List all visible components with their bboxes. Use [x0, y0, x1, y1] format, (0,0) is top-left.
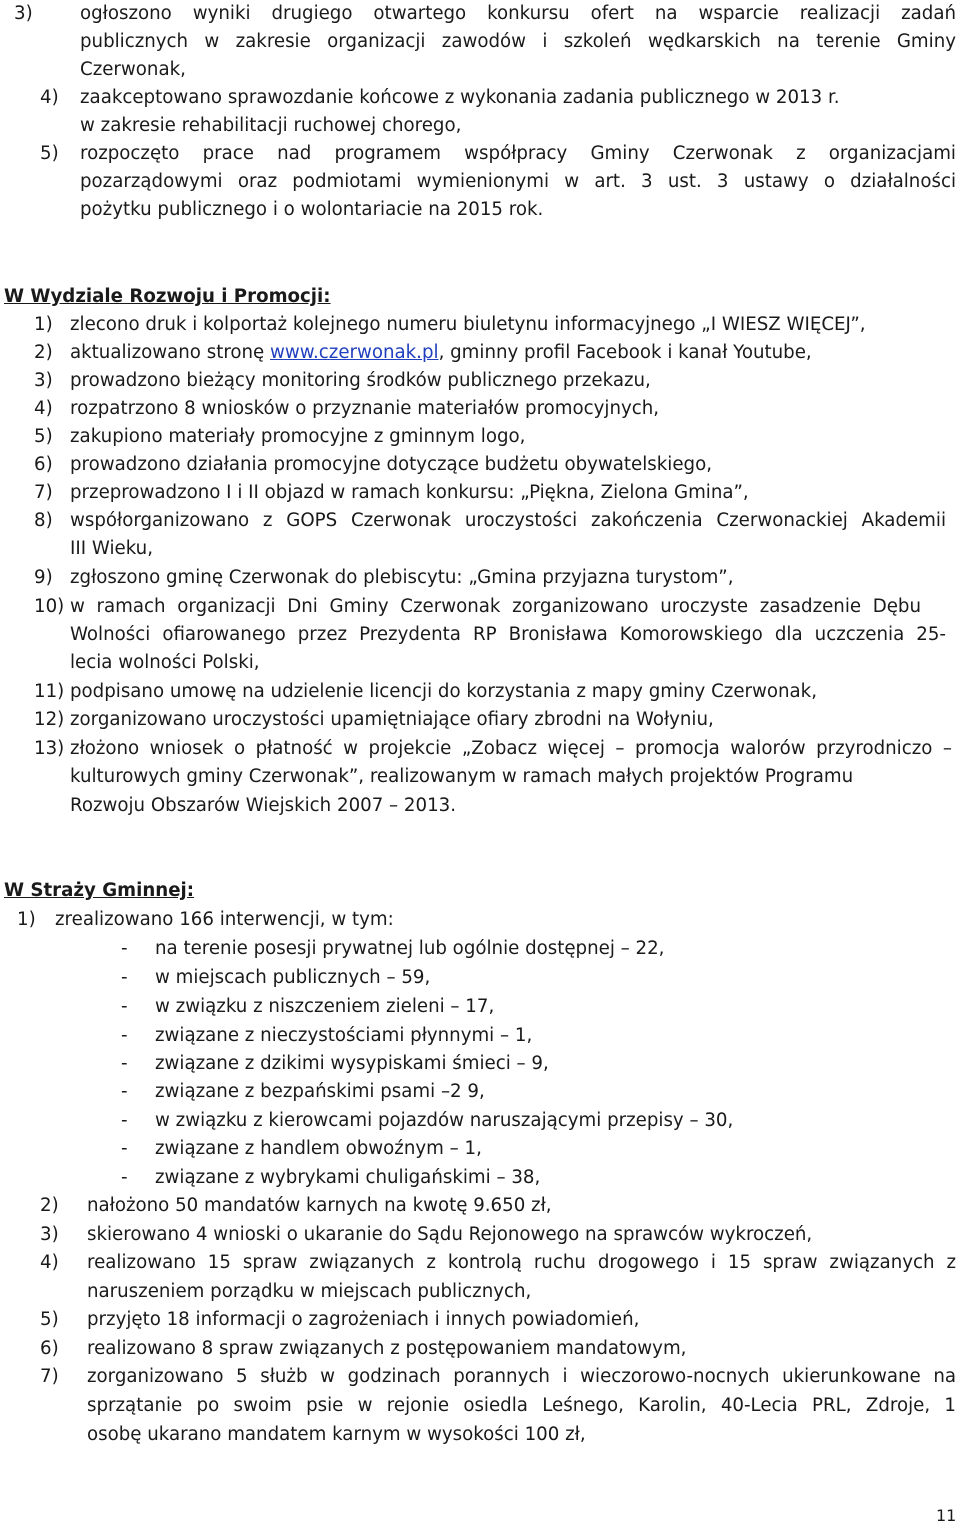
list-item-line: zrealizowano 166 interwencji, w tym:: [55, 909, 394, 930]
list-item-line: Rozwoju Obszarów Wiejskich 2007 – 2013.: [70, 795, 457, 816]
sub-list-item: związane z nieczystościami płynnymi – 1,: [155, 1025, 533, 1046]
list-item-line: złożono wniosek o płatność w projekcie „Zobacz więcej – promocja walorów przyrodniczo –: [70, 738, 952, 759]
dash-bullet: -: [121, 1167, 128, 1188]
website-link[interactable]: www.czerwonak.pl: [270, 342, 439, 363]
list-number: 11): [34, 681, 65, 702]
list-item-line: zorganizowano 5 służb w godzinach porannych i wieczorowo-nocnych ukierunkowane na: [87, 1366, 956, 1387]
list-item-line: zlecono druk i kolportaż kolejnego numeru biuletynu informacyjnego „I WIESZ WIĘCEJ”,: [70, 314, 866, 335]
list-number: 7): [34, 482, 53, 503]
list-item-line: zakupiono materiały promocyjne z gminnym logo,: [70, 426, 526, 447]
dash-bullet: -: [121, 1138, 128, 1159]
list-item-line: III Wieku,: [70, 538, 153, 559]
list-number: 4): [40, 1252, 59, 1273]
list-item-line: [70, 339, 812, 367]
list-item-line: współorganizowano z GOPS Czerwonak uroczystości zakończenia Czerwonackiej Akademii: [70, 510, 946, 531]
list-number: 10): [34, 596, 65, 617]
dash-bullet: -: [121, 1081, 128, 1102]
list-item-line: sprzątanie po swoim psie w rejonie osiedla Leśnego, Karolin, 40-Lecia PRL, Zdroje, 1: [87, 1395, 956, 1416]
list-number: 5): [40, 143, 59, 164]
dash-bullet: -: [121, 1110, 128, 1131]
list-number: 2): [40, 1195, 59, 1216]
dash-bullet: -: [121, 996, 128, 1017]
list-number: 3): [14, 3, 33, 24]
list-number: 5): [40, 1309, 59, 1330]
list-item-line: kulturowych gminy Czerwonak”, realizowanym w ramach małych projektów Programu: [70, 766, 854, 787]
sub-list-item: w miejscach publicznych – 59,: [155, 967, 431, 988]
list-item-line: Czerwonak,: [80, 59, 186, 80]
list-number: 2): [34, 342, 53, 363]
sub-list-item: związane z bezpańskimi psami –2 9,: [155, 1081, 485, 1102]
list-item-line: przyjęto 18 informacji o zagrożeniach i innych powiadomień,: [87, 1309, 640, 1330]
list-number: 4): [40, 87, 59, 108]
section-heading: W Straży Gminnej:: [4, 880, 195, 901]
list-number: 3): [40, 1224, 59, 1245]
list-item-line: prowadzono bieżący monitoring środków publicznego przekazu,: [70, 370, 651, 391]
sub-list-item: związane z dzikimi wysypiskami śmieci – 9,: [155, 1053, 549, 1074]
list-number: 6): [40, 1338, 59, 1359]
section-heading: W Wydziale Rozwoju i Promocji:: [4, 286, 331, 307]
list-item-line: zgłoszono gminę Czerwonak do plebiscytu: „Gmina przyjazna turystom”,: [70, 567, 734, 588]
list-item-line: pożytku publicznego i o wolontariacie na 2015 rok.: [80, 199, 544, 220]
sub-list-item: związane z wybrykami chuligańskimi – 38,: [155, 1167, 541, 1188]
dash-bullet: -: [121, 967, 128, 988]
sub-list-item: w związku z kierowcami pojazdów naruszającymi przepisy – 30,: [155, 1110, 734, 1131]
list-item-line: realizowano 8 spraw związanych z postępowaniem mandatowym,: [87, 1338, 687, 1359]
text-fragment: aktualizowano stronę: [70, 342, 271, 363]
list-number: 5): [34, 426, 53, 447]
list-item-line: przeprowadzono I i II objazd w ramach konkursu: „Piękna, Zielona Gmina”,: [70, 482, 749, 503]
dash-bullet: -: [121, 1053, 128, 1074]
list-item-line: prowadzono działania promocyjne dotyczące budżetu obywatelskiego,: [70, 454, 712, 475]
list-item-line: zaakceptowano sprawozdanie końcowe z wykonania zadania publicznego w 2013 r.: [80, 87, 840, 108]
list-item-line: naruszeniem porządku w miejscach publicznych,: [87, 1281, 532, 1302]
list-number: 7): [40, 1366, 59, 1387]
dash-bullet: -: [121, 938, 128, 959]
list-item-line: lecia wolności Polski,: [70, 652, 260, 673]
page-number: 11: [936, 1506, 957, 1525]
list-number: 1): [34, 314, 53, 335]
list-number: 1): [17, 909, 36, 930]
list-item-line: zorganizowano uroczystości upamiętniające ofiary zbrodni na Wołyniu,: [70, 709, 714, 730]
dash-bullet: -: [121, 1025, 128, 1046]
list-item-line: realizowano 15 spraw związanych z kontrolą ruchu drogowego i 15 spraw związanych z: [87, 1252, 956, 1273]
sub-list-item: na terenie posesji prywatnej lub ogólnie dostępnej – 22,: [155, 938, 665, 959]
list-number: 3): [34, 370, 53, 391]
list-item-line: w ramach organizacji Dni Gminy Czerwonak zorganizowano uroczyste zasadzenie Dębu: [70, 596, 921, 617]
list-number: 12): [34, 709, 65, 730]
list-item-line: nałożono 50 mandatów karnych na kwotę 9.650 zł,: [87, 1195, 552, 1216]
list-item-line: podpisano umowę na udzielenie licencji do korzystania z mapy gminy Czerwonak,: [70, 681, 817, 702]
list-item-line: publicznych w zakresie organizacji zawodów i szkoleń wędkarskich na terenie Gminy: [80, 31, 956, 52]
list-item-line: rozpatrzono 8 wniosków o przyznanie materiałów promocyjnych,: [70, 398, 660, 419]
sub-list-item: w związku z niszczeniem zieleni – 17,: [155, 996, 495, 1017]
list-number: 6): [34, 454, 53, 475]
text-fragment: , gminny profil Facebook i kanał Youtube,: [438, 342, 812, 363]
list-item-line: osobę ukarano mandatem karnym w wysokości 100 zł,: [87, 1424, 586, 1445]
list-number: 4): [34, 398, 53, 419]
list-item-line: Wolności ofiarowanego przez Prezydenta RP Bronisława Komorowskiego dla uczczenia 25-: [70, 624, 946, 645]
list-number: 13): [34, 738, 65, 759]
list-item-line: ogłoszono wyniki drugiego otwartego konkursu ofert na wsparcie realizacji zadań: [80, 3, 956, 24]
list-item-line: pozarządowymi oraz podmiotami wymienionymi w art. 3 ust. 3 ustawy o działalności: [80, 171, 956, 192]
list-item-line: skierowano 4 wnioski o ukaranie do Sądu Rejonowego na sprawców wykroczeń,: [87, 1224, 813, 1245]
list-number: 9): [34, 567, 53, 588]
list-number: 8): [34, 510, 53, 531]
sub-list-item: związane z handlem obwoźnym – 1,: [155, 1138, 482, 1159]
list-item-line: rozpoczęto prace nad programem współpracy Gminy Czerwonak z organizacjami: [80, 143, 956, 164]
list-item-line: w zakresie rehabilitacji ruchowej chorego,: [80, 115, 462, 136]
